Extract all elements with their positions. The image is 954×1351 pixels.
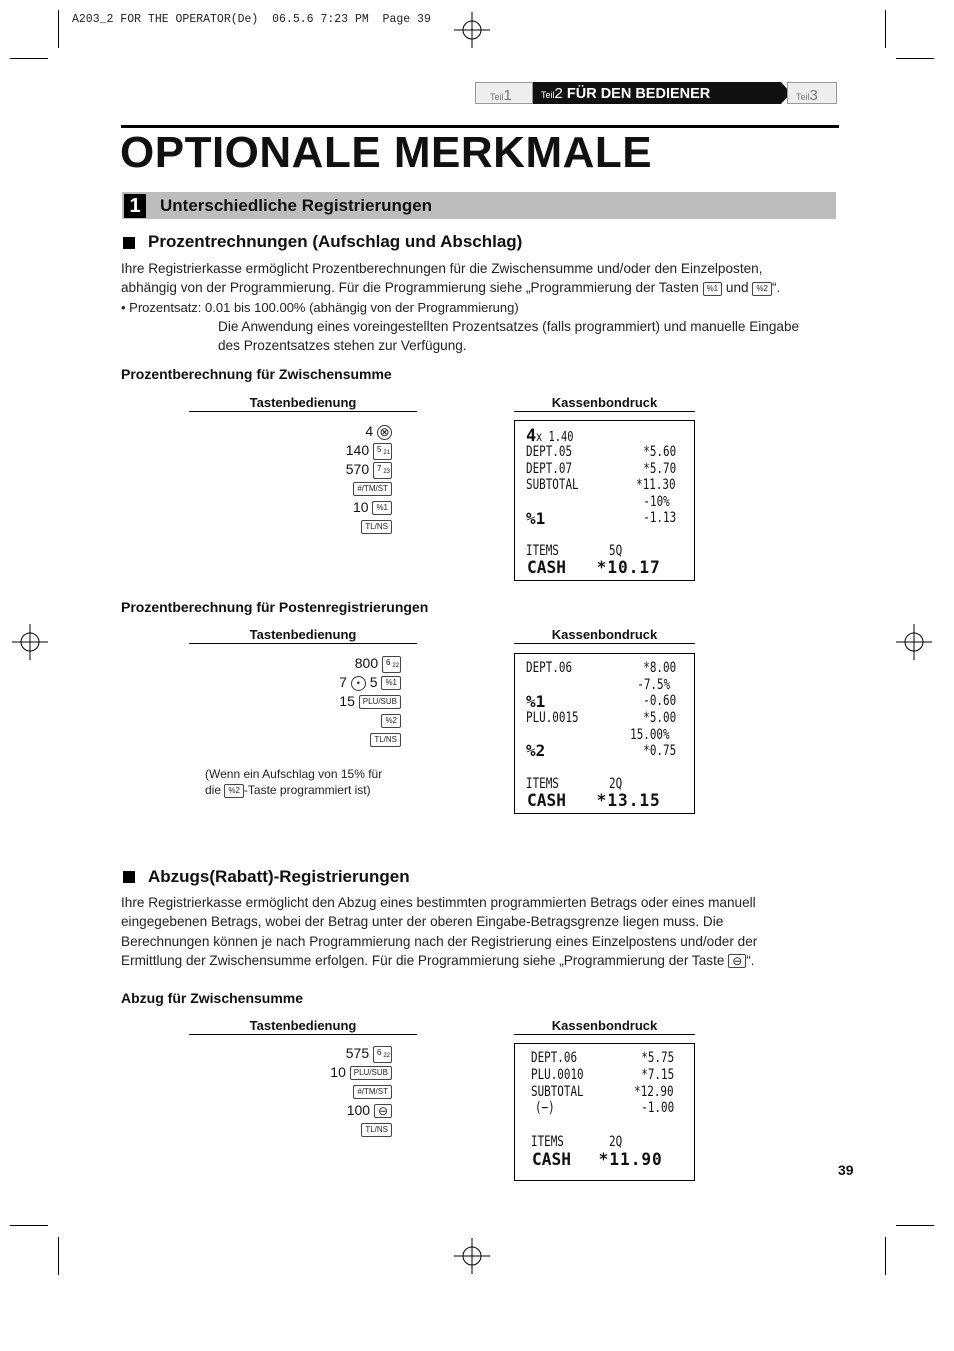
registration-mark-left [10,622,50,662]
paragraph-line: Die Anwendung eines voreingestellten Prozentsatzes (falls programmiert) und manuelle Eingabe [218,318,800,334]
crop-mark [10,1225,48,1226]
key-step: 570 7 23 [345,461,390,477]
key-step [361,1120,392,1139]
key-step: 10 %1 [353,498,392,517]
receipt-amount: -1.13 [643,510,676,526]
minus-key-icon: ⊖ [374,1104,392,1118]
intro-paragraph [121,259,841,355]
receipt-amount: -7.5% [637,677,670,693]
page-number: 39 [838,1162,854,1178]
receipt-amount: *0.75 [643,743,676,759]
paragraph-line: Ihre Registrierkasse ermöglicht den Abzug eines bestimmten programmierten Betrags oder eines manuell [121,895,756,910]
receipt-amount: *5.70 [643,461,676,477]
heading-bullet-icon [123,237,135,249]
crop-mark [10,58,48,59]
receipt-amount: *5.75 [641,1050,674,1066]
discount-paragraph [121,893,841,970]
example-heading: Prozentberechnung für Postenregistrierungen [121,599,429,615]
print-header: A203_2 FOR THE OPERATOR(De) 06.5.6 7:23 PM Page 39 [72,13,431,26]
percent1-key-icon: %1 [381,676,401,690]
plu-sub-key-icon: PLU/SUB [350,1066,392,1080]
key-step: 140 5 21 [345,442,390,458]
keys-column-heading: Tastenbedienung [189,627,417,644]
receipt-line: SUBTOTAL [526,477,579,493]
key-step [381,711,401,730]
paragraph-line: Berechnungen können je nach Programmierung nach der Registrierung eines Einzelpostens und/oder der [121,933,758,949]
receipt-line: 5Q [609,543,623,559]
paragraph-line: eingegebenen Betrags, wobei der Betrag unter der oberen Eingabe-Betragsgrenze liegen muss. Die [121,914,724,930]
receipt-line: DEPT.07 [526,461,573,477]
key-step [370,730,401,749]
receipt-amount: -0.60 [643,693,676,709]
keys-column-heading: Tastenbedienung [189,395,417,412]
subtotal-key-icon: #/TM/ST [353,1085,392,1099]
paragraph-line: Ermittlung der Zwischensumme erfolgen. Für die Programmierung siehe „Programmierung der Taste ⊖ “. [121,952,755,969]
crop-mark [896,1225,934,1226]
receipt-line: 2Q [609,776,623,792]
receipt-total-label: CASH [527,558,566,578]
receipt-line: 4x 1.40 [526,426,574,446]
section-title: Unterschiedliche Registrierungen [160,196,433,215]
key-step: 4 ⊗ [365,422,392,441]
receipt-printout [514,420,695,581]
registration-mark-top [452,10,492,50]
percent1-key-icon: %1 [703,282,723,296]
receipt-line: (−) [535,1100,555,1116]
page-title: OPTIONALE MERKMALE [120,128,653,177]
registration-mark-bottom [452,1236,492,1276]
paragraph-line: abhängig von der Programmierung. Für die Programmierung siehe „Programmierung der Tasten %1 und %2 “. [121,280,781,296]
receipt-line: %1 [526,509,546,528]
receipt-line: ITEMS [531,1134,564,1150]
receipt-line: PLU.0015 [526,710,579,726]
total-key-icon: TL/NS [370,733,401,747]
receipt-line: SUBTOTAL [531,1084,584,1100]
tab-part-2[interactable]: Teil2 FÜR DEN BEDIENER [533,82,781,104]
minus-key-icon: ⊖ [728,954,746,968]
receipt-amount: *5.00 [643,710,676,726]
example-heading: Abzug für Zwischensumme [121,990,304,1006]
multiply-key-icon: ⊗ [377,425,392,440]
tab-part-3[interactable]: Teil3 [787,82,837,104]
key-step: 10 PLU/SUB [330,1063,392,1082]
plu-sub-key-icon: PLU/SUB [359,695,401,709]
receipt-amount: *7.15 [641,1067,674,1083]
key-step: 800 6 22 [354,655,399,671]
receipt-line: %1 [526,692,546,711]
key-step [361,517,392,536]
tab-part-1[interactable]: Teil1 [475,82,533,104]
receipt-amount: 15.00% [630,727,670,743]
subtotal-key-icon: #/TM/ST [353,482,392,496]
dept-key-icon: 7 23 [373,462,392,479]
receipt-column-heading: Kassenbondruck [514,395,695,412]
percent2-key-icon: %2 [752,282,772,296]
receipt-amount: *5.60 [643,444,676,460]
footnote-line: die %2 -Taste programmiert ist) [205,783,371,797]
key-step: 575 6 22 [345,1045,390,1061]
receipt-line: 2Q [609,1134,623,1150]
crop-mark [896,58,934,59]
receipt-total-label: CASH [527,791,566,811]
receipt-line: %2 [526,741,546,760]
receipt-amount: -1.00 [641,1100,674,1116]
part-tabs [475,82,839,104]
keys-column-heading: Tastenbedienung [189,1018,417,1035]
receipt-column-heading: Kassenbondruck [514,1018,695,1035]
receipt-total-amount: *11.90 [598,1150,663,1170]
receipt-column-heading: Kassenbondruck [514,627,695,644]
footnote-line: (Wenn ein Aufschlag von 15% für [205,767,383,781]
paragraph-line: Ihre Registrierkasse ermöglicht Prozentberechnungen für die Zwischensumme und/oder den Einzelposten, [121,261,763,276]
key-step [353,1082,392,1101]
percent2-key-icon: %2 [381,714,401,728]
bullet-item: • Prozentsatz: 0.01 bis 100.00% (abhängig von der Programmierung) [121,299,519,315]
crop-mark [58,1237,59,1275]
decimal-point-key-icon: • [351,676,366,691]
registration-mark-right [894,622,934,662]
heading-bullet-icon [123,871,135,883]
receipt-total-label: CASH [532,1150,571,1170]
percent1-key-icon: %1 [372,501,392,515]
example-heading: Prozentberechnung für Zwischensumme [121,366,392,382]
dept-key-icon: 6 22 [373,1046,392,1063]
receipt-amount: *12.90 [634,1084,674,1100]
subsection-heading: Abzugs(Rabatt)-Registrierungen [148,867,410,886]
percent2-key-icon: %2 [224,784,244,798]
receipt-line: ITEMS [526,543,559,559]
crop-mark [885,10,886,48]
receipt-printout [514,653,695,814]
crop-mark [58,10,59,48]
key-step: 7 • 5 %1 [339,673,401,692]
receipt-amount: *11.30 [636,477,676,493]
section-number: 1 [124,194,146,218]
receipt-amount: -10% [643,494,670,510]
receipt-line: DEPT.06 [526,660,573,676]
receipt-line: DEPT.05 [526,444,573,460]
paragraph-line: des Prozentsatzes stehen zur Verfügung. [218,338,467,354]
receipt-printout [514,1043,695,1181]
crop-mark [885,1237,886,1275]
receipt-line: PLU.0010 [531,1067,584,1083]
receipt-line: ITEMS [526,776,559,792]
total-key-icon: TL/NS [361,1123,392,1137]
key-step: 15 PLU/SUB [339,692,401,711]
dept-key-icon: 5 21 [373,443,392,460]
key-step [353,479,392,498]
subsection-heading: Prozentrechnungen (Aufschlag und Abschlag) [148,232,523,251]
receipt-line: DEPT.06 [531,1050,578,1066]
receipt-amount: *8.00 [643,660,676,676]
key-step: 100 ⊖ [347,1101,392,1120]
dept-key-icon: 6 22 [382,656,401,673]
receipt-total-amount: *10.17 [596,558,661,578]
receipt-total-amount: *13.15 [596,791,661,811]
footnote [205,766,415,798]
total-key-icon: TL/NS [361,520,392,534]
